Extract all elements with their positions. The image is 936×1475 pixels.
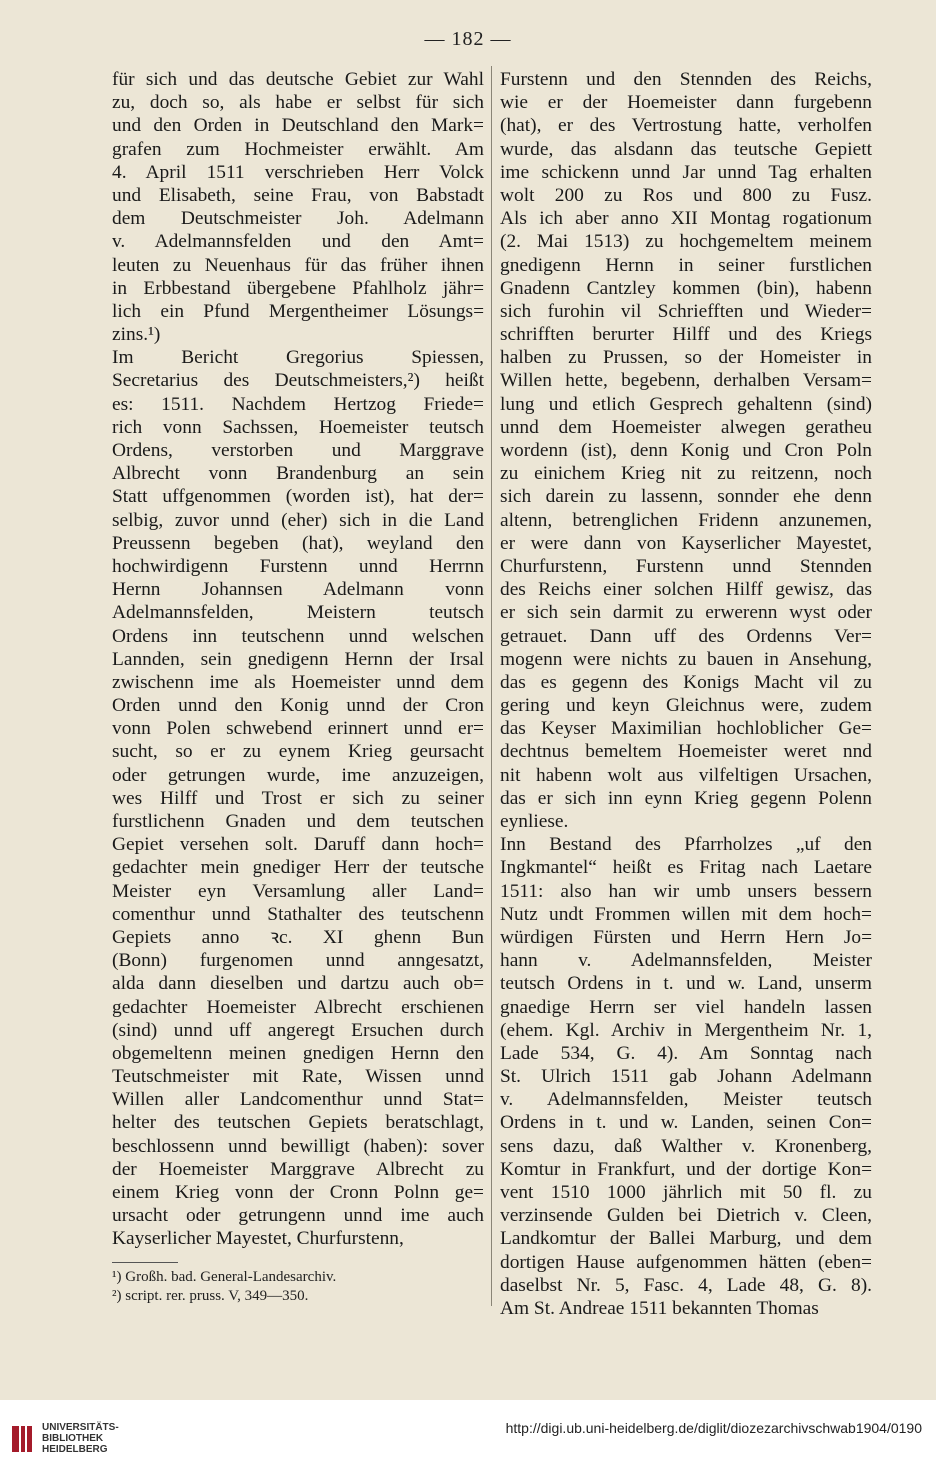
logo-line-1: UNIVERSITÄTS- bbox=[42, 1422, 119, 1433]
text-line: wordenn (ist), denn Konig und Cron Poln bbox=[500, 440, 872, 461]
text-line: sucht, so er zu eynem Krieg geursacht bbox=[112, 741, 484, 763]
text-line: Teutschmeister mit Rate, Wissen unnd bbox=[112, 1066, 484, 1088]
text-line: gnaedige Herrn ser viel handeln lassen bbox=[500, 996, 872, 1018]
text-line: Adelmannsfelden, Meistern teutsch bbox=[112, 602, 484, 624]
text-line: beschlossenn unnd bewilligt (haben): sover bbox=[112, 1135, 484, 1157]
text-line: mogenn were nichts zu bauen in Ansehung, bbox=[500, 648, 872, 670]
text-line: furstlichenn Gnaden und dem teutschen bbox=[112, 811, 484, 832]
text-line: Orden unnd den Konig unnd der Cron bbox=[112, 695, 484, 717]
text-line: v. Adelmannsfelden und den Amt= bbox=[112, 231, 484, 253]
text-line: wes Hilff und Trost er sich zu seiner bbox=[112, 787, 484, 809]
footnote: ²) script. rer. pruss. V, 349—350. bbox=[112, 1288, 309, 1304]
text-line: in Erbbestand übergebene Pfahlholz jähr= bbox=[112, 277, 484, 299]
text-line: lich ein Pfund Mergentheimer Lösungs= bbox=[112, 300, 484, 322]
footnotes bbox=[112, 1268, 484, 1306]
text-line: (ehem. Kgl. Archiv in Mergentheim Nr. 1, bbox=[500, 1019, 872, 1041]
logo-line-2: BIBLIOTHEK bbox=[42, 1433, 104, 1444]
text-line: Willen aller Landcomenthur unnd Stat= bbox=[112, 1089, 484, 1111]
text-line: St. Ulrich 1511 gab Johann Adelmann bbox=[500, 1066, 872, 1088]
text-line: getrauet. Dann uff des Ordenns Ver= bbox=[500, 625, 872, 647]
text-line: Als ich aber anno XII Montag rogationum bbox=[500, 208, 872, 230]
text-line: leuten zu Neuenhaus für das früher ihnen bbox=[112, 254, 484, 276]
text-line: 4. April 1511 verschrieben Herr Volck bbox=[112, 161, 484, 183]
text-line: dechtnus bemeltem Hoemeister weret nnd bbox=[500, 741, 872, 763]
text-line: das Keyser Maximilian hochloblicher Ge= bbox=[500, 718, 872, 740]
text-line: würdigen Fürsten und Herrn Hern Jo= bbox=[500, 926, 872, 948]
text-line: 1511: also han wir umb unsers bessern bbox=[500, 880, 872, 902]
text-line: hochwirdigenn Furstenn unnd Herrnn bbox=[112, 555, 484, 577]
text-line: Nutz undt Frommen willen mit dem hoch= bbox=[500, 903, 872, 925]
text-line: verzinsende Gulden bei Dietrich v. Cleen, bbox=[500, 1205, 872, 1227]
text-line: oder getrungen wurde, ime anzuzeigen, bbox=[112, 764, 484, 786]
text-line: eynliese. bbox=[500, 811, 569, 832]
text-line: schrifften berurter Hilff und des Kriegs bbox=[500, 324, 872, 346]
footer-bar bbox=[0, 1400, 936, 1475]
text-line: Lannden, sein gnedigenn Hernn der Irsal bbox=[112, 648, 484, 670]
text-line: der Hoemeister Marggrave Albrecht zu bbox=[112, 1158, 484, 1180]
text-line: Landkomtur der Ballei Marburg, und dem bbox=[500, 1228, 872, 1250]
text-line: helter des teutschen Gepiets beratschlagt, bbox=[112, 1112, 484, 1134]
footnote: ¹) Großh. bad. General-Landesarchiv. bbox=[112, 1269, 337, 1285]
text-line: gnedigenn Hernn in seiner furstlichen bbox=[500, 254, 872, 276]
text-line: sens dazu, daß Walther v. Kronenberg, bbox=[500, 1135, 872, 1157]
text-line: (sind) unnd uff angeregt Ersuchen durch bbox=[112, 1019, 484, 1041]
right-text-column bbox=[500, 68, 872, 1320]
text-line: altenn, betrenglichen Fridenn anzunemen, bbox=[500, 509, 872, 531]
text-line: wurde, das alsdann das teutsche Gepiett bbox=[500, 138, 872, 160]
text-line: Kayserlicher Mayestet, Churfurstenn, bbox=[112, 1228, 404, 1250]
text-line: (hat), er des Vertrostung hatte, verholfen bbox=[500, 115, 872, 137]
text-line: gedachter Hoemeister Albrecht erschienen bbox=[112, 996, 484, 1018]
text-line: sich darein zu lassenn, sonnder ehe denn bbox=[500, 486, 872, 508]
library-emblem-icon bbox=[10, 1424, 34, 1454]
text-line: dem Deutschmeister Joh. Adelmann bbox=[112, 208, 484, 230]
text-line: daselbst Nr. 5, Fasc. 4, Lade 48, G. 8). bbox=[500, 1274, 872, 1296]
text-line: wie er der Hoemeister dann furgebenn bbox=[500, 92, 872, 114]
text-line: Inn Bestand des Pfarrholzes „uf den bbox=[500, 834, 872, 856]
text-line: Lade 534, G. 4). Am Sonntag nach bbox=[500, 1042, 872, 1064]
text-line: selbig, zuvor unnd (eher) sich in die Land bbox=[112, 509, 484, 531]
text-line: Albrecht vonn Brandenburg an sein bbox=[112, 463, 484, 485]
text-line: Ordens, verstorben und Marggrave bbox=[112, 440, 484, 461]
logo-line-3: HEIDELBERG bbox=[42, 1444, 108, 1455]
text-line: wolt 200 zu Ros und 800 zu Fusz. bbox=[500, 184, 872, 206]
text-line: ursacht oder getrungenn unnd ime auch bbox=[112, 1205, 484, 1227]
text-line: Gnadenn Cantzley kommen (bin), habenn bbox=[500, 277, 872, 299]
text-line: Am St. Andreae 1511 bekannten Thomas bbox=[500, 1297, 819, 1319]
text-line: unnd dem Hoemeister alwegen geratheu bbox=[500, 416, 872, 438]
text-line: v. Adelmannsfelden, Meister teutsch bbox=[500, 1089, 872, 1111]
text-line: Ingkmantel“ heißt es Fritag nach Laetare bbox=[500, 857, 872, 879]
text-line: Preussenn begeben (hat), weyland den bbox=[112, 532, 484, 554]
text-line: Im Bericht Gregorius Spiessen, bbox=[112, 347, 484, 369]
text-line: Meister eyn Versamlung aller Land= bbox=[112, 880, 484, 902]
text-line: alda dann dieselben und dartzu auch ob= bbox=[112, 973, 484, 995]
text-line: halben zu Prussen, so der Homeister in bbox=[500, 347, 872, 369]
text-line: (Bonn) furgenomen unnd anngesatzt, bbox=[112, 950, 484, 972]
text-line: (2. Mai 1513) zu hochgemeltem meinem bbox=[500, 231, 872, 253]
text-line: vent 1510 1000 jährlich mit 50 fl. zu bbox=[500, 1182, 872, 1203]
text-line: Gepiet versehen solt. Daruff dann hoch= bbox=[112, 834, 484, 856]
text-line: Ordens in t. und w. Landen, seinen Con= bbox=[500, 1112, 872, 1134]
text-line: obgemeltenn meinen gnedigen Hernn den bbox=[112, 1042, 484, 1064]
left-text-column bbox=[112, 68, 484, 1251]
text-line: zu, doch so, als habe er selbst für sich bbox=[112, 92, 484, 114]
text-line: und Elisabeth, seine Frau, von Babstadt bbox=[112, 184, 484, 206]
text-line: Secretarius des Deutschmeisters,²) heißt bbox=[112, 370, 484, 392]
text-line: zu einichem Krieg nit zu reitzenn, noch bbox=[500, 463, 872, 485]
text-line: zins.¹) bbox=[112, 324, 161, 346]
text-line: es: 1511. Nachdem Hertzog Friede= bbox=[112, 393, 484, 415]
text-line: Hernn Johannsen Adelmann vonn bbox=[112, 579, 484, 601]
text-line: rich vonn Sachssen, Hoemeister teutsch bbox=[112, 416, 484, 438]
text-line: das es gegenn des Konigs Macht vil zu bbox=[500, 671, 872, 693]
text-line: Statt uffgenommen (worden ist), hat der= bbox=[112, 486, 484, 508]
text-line: lung und etlich Gesprech gehaltenn (sind) bbox=[500, 393, 872, 415]
library-logo[interactable] bbox=[10, 1422, 119, 1455]
text-line: gering und keyn Gleichnus were, zudem bbox=[500, 695, 872, 717]
text-line: nit habenn wolt aus vilfeltigen Ursachen, bbox=[500, 764, 872, 786]
text-line: zwischenn ime als Hoemeister unnd dem bbox=[112, 671, 484, 693]
text-line: hann v. Adelmannsfelden, Meister bbox=[500, 950, 872, 972]
footnote-rule bbox=[112, 1262, 178, 1263]
text-line: grafen zum Hochmeister erwählt. Am bbox=[112, 138, 484, 160]
text-line: Ordens inn teutschenn unnd welschen bbox=[112, 625, 484, 647]
text-line: comenthur unnd Stathalter des teutschenn bbox=[112, 903, 484, 925]
text-line: er sich sein darmit zu erwerenn wyst oder bbox=[500, 602, 872, 624]
text-line: vonn Polen schwebend erinnert unnd er= bbox=[112, 718, 484, 740]
text-line: dortigen Hause aufgenommen hätten (eben= bbox=[500, 1251, 872, 1273]
text-line: gedachter mein gnediger Herr der teutsche bbox=[112, 857, 484, 879]
text-line: sich furohin vil Schriefften und Wieder= bbox=[500, 300, 872, 322]
text-line: und den Orden in Deutschland den Mark= bbox=[112, 115, 484, 137]
text-line: Churfurstenn, Furstenn unnd Stennden bbox=[500, 555, 872, 577]
column-divider bbox=[491, 66, 492, 1306]
page-number: — 182 — bbox=[424, 28, 512, 50]
text-line: einem Krieg vonn der Cronn Polnn ge= bbox=[112, 1182, 484, 1203]
source-url-link[interactable]: http://digi.ub.uni-heidelberg.de/diglit/diozezarchivschwab1904/0190 bbox=[505, 1420, 922, 1436]
text-line: ime schickenn unnd Jar unnd Tag erhalten bbox=[500, 161, 872, 183]
text-line: des Reichs einer solchen Hilff gewisz, das bbox=[500, 579, 872, 601]
text-line: Komtur in Frankfurt, und der dortige Kon= bbox=[500, 1158, 872, 1180]
text-line: das er sich inn eynn Krieg gegenn Polenn bbox=[500, 787, 872, 809]
text-line: Gepiets anno ꝛc. XI ghenn Bun bbox=[112, 926, 484, 948]
text-line: Willen hette, begebenn, derhalben Versam= bbox=[500, 370, 872, 392]
text-line: Furstenn und den Stennden des Reichs, bbox=[500, 69, 872, 90]
text-line: er were dann von Kayserlicher Mayestet, bbox=[500, 532, 872, 554]
text-line: teutsch Ordens in t. und w. Land, unserm bbox=[500, 973, 872, 995]
text-line: für sich und das deutsche Gebiet zur Wahl bbox=[112, 69, 484, 90]
